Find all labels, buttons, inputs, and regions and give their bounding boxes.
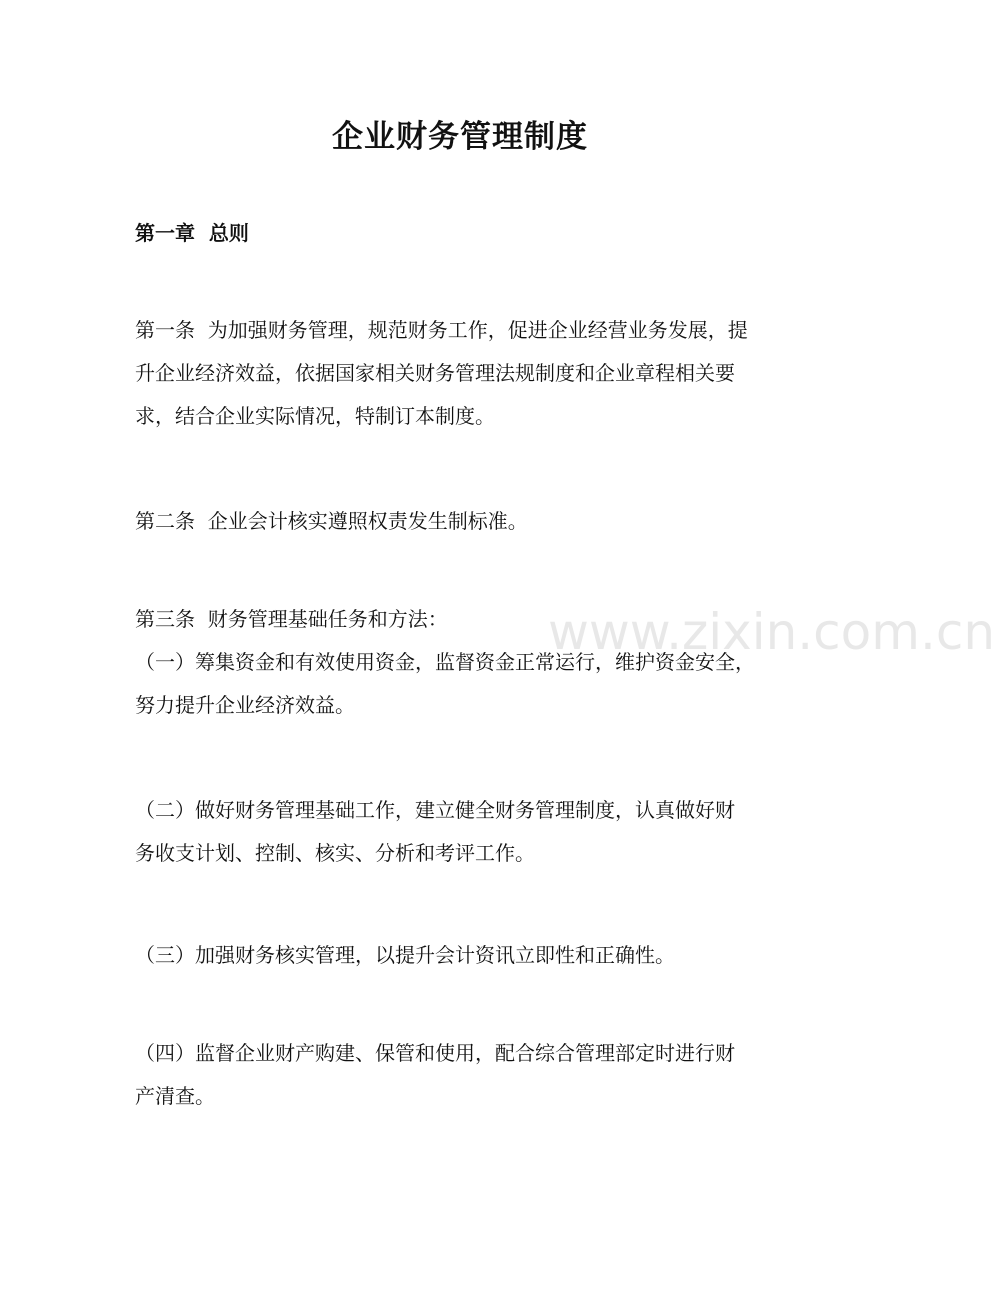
text-line: 升企业经济效益，依据国家相关财务管理法规制度和企业章程相关要 xyxy=(135,361,735,385)
text-line: （一）筹集资金和有效使用资金，监督资金正常运行，维护资金安全， xyxy=(135,650,755,674)
text-line: 务收支计划、控制、核实、分析和考评工作。 xyxy=(135,841,535,865)
watermark: www.zixin.com.cn xyxy=(548,603,995,661)
item-3-paragraph xyxy=(135,934,795,977)
text-line: 第一条 为加强财务管理，规范财务工作，促进企业经营业务发展，提 xyxy=(135,318,748,342)
text-line: （三）加强财务核实管理，以提升会计资讯立即性和正确性。 xyxy=(135,943,675,967)
article-3-paragraph xyxy=(135,598,795,727)
text-line: 努力提升企业经济效益。 xyxy=(135,693,355,717)
text-line: （四）监督企业财产购建、保管和使用，配合综合管理部定时进行财 xyxy=(135,1041,735,1065)
page-title: 企业财务管理制度 xyxy=(332,119,588,155)
article-2-paragraph xyxy=(135,500,795,543)
text-line: 第三条 财务管理基础任务和方法： xyxy=(135,607,448,631)
text-line: 产清查。 xyxy=(135,1084,215,1108)
text-line: （二）做好财务管理基础工作，建立健全财务管理制度，认真做好财 xyxy=(135,798,735,822)
item-4-paragraph xyxy=(135,1032,795,1118)
text-line: 第二条 企业会计核实遵照权责发生制标准。 xyxy=(135,509,528,533)
chapter-heading: 第一章 总则 xyxy=(135,221,249,245)
text-line: 求，结合企业实际情况，特制订本制度。 xyxy=(135,404,495,428)
article-1-paragraph xyxy=(135,309,795,438)
item-2-paragraph xyxy=(135,789,795,875)
